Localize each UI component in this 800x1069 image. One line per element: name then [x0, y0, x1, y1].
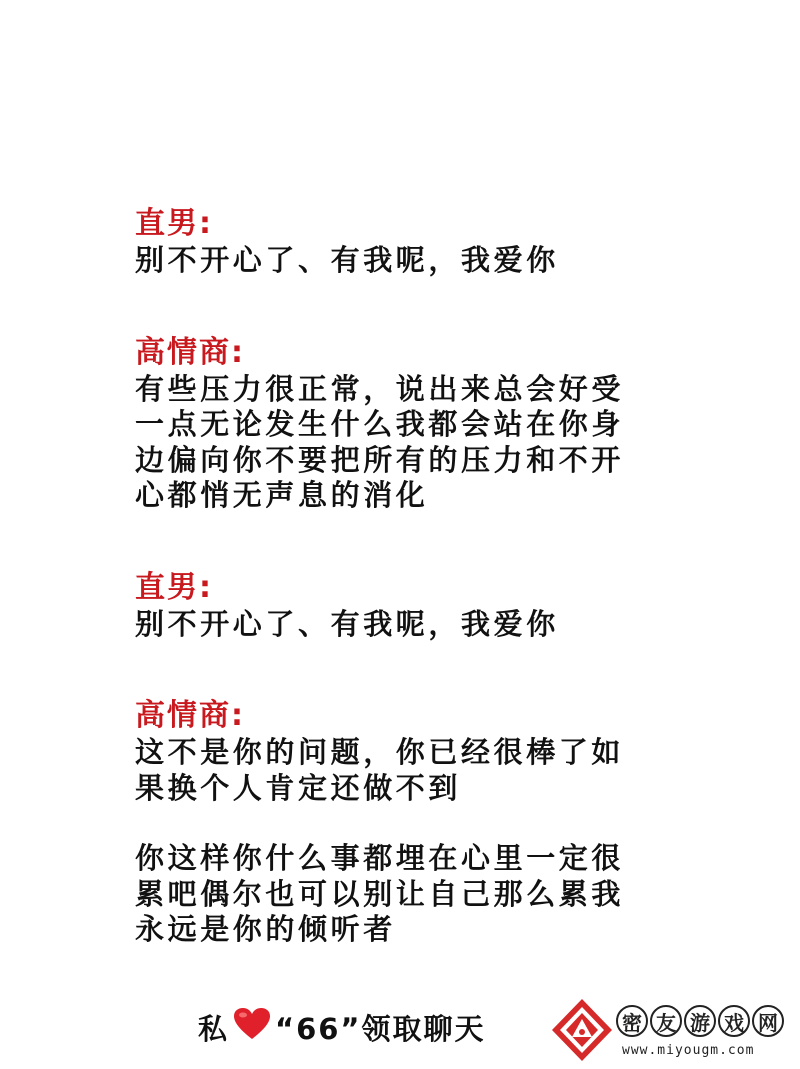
cta-suffix: “66”领取聊天 [275, 1011, 486, 1046]
speaker-label: 高情商: [135, 698, 245, 733]
dialogue-line: 有些压力很正常，说出来总会好受 [135, 371, 625, 406]
dialogue-line: 果换个人肯定还做不到 [135, 770, 462, 805]
dialogue-content [135, 205, 675, 948]
dialogue-line: 这不是你的问题，你已经很棒了如 [135, 735, 625, 769]
footer [0, 995, 800, 1069]
watermark-char: 网 [752, 1005, 784, 1037]
dialogue-line: 一点无论发生什么我都会站在你身 [135, 407, 625, 441]
speaker-label: 高情商: [135, 334, 245, 370]
dialogue-block [135, 334, 675, 514]
dialogue-block [135, 205, 675, 279]
speaker-label: 直男: [135, 206, 213, 241]
dialogue-line: 心都悄无声息的消化 [135, 478, 429, 512]
watermark-url: www.miyougm.com [622, 1043, 755, 1058]
dialogue-block [135, 697, 675, 806]
cta-text [198, 1007, 486, 1047]
dialogue-line: 别不开心了、有我呢，我爱你 [135, 243, 559, 277]
cta-prefix: 私 [198, 1011, 230, 1046]
dialogue-line: 累吧偶尔也可以别让自己那么累我 [135, 876, 625, 911]
watermark-brand [616, 1005, 784, 1037]
watermark-char: 戏 [718, 1005, 750, 1037]
brand-logo-icon [550, 997, 614, 1063]
dialogue-block [135, 841, 675, 948]
dialogue-line: 永远是你的倾听者 [135, 912, 396, 946]
heart-icon [233, 1007, 271, 1048]
dialogue-block [135, 569, 675, 643]
dialogue-line: 边偏向你不要把所有的压力和不开 [135, 442, 625, 477]
watermark-char: 友 [650, 1005, 682, 1037]
speaker-label: 直男: [135, 569, 213, 605]
dialogue-line: 别不开心了、有我呢，我爱你 [135, 606, 559, 641]
dialogue-line: 你这样你什么事都埋在心里一定很 [135, 841, 625, 875]
watermark-char: 游 [684, 1005, 716, 1037]
watermark-char: 密 [616, 1005, 648, 1037]
